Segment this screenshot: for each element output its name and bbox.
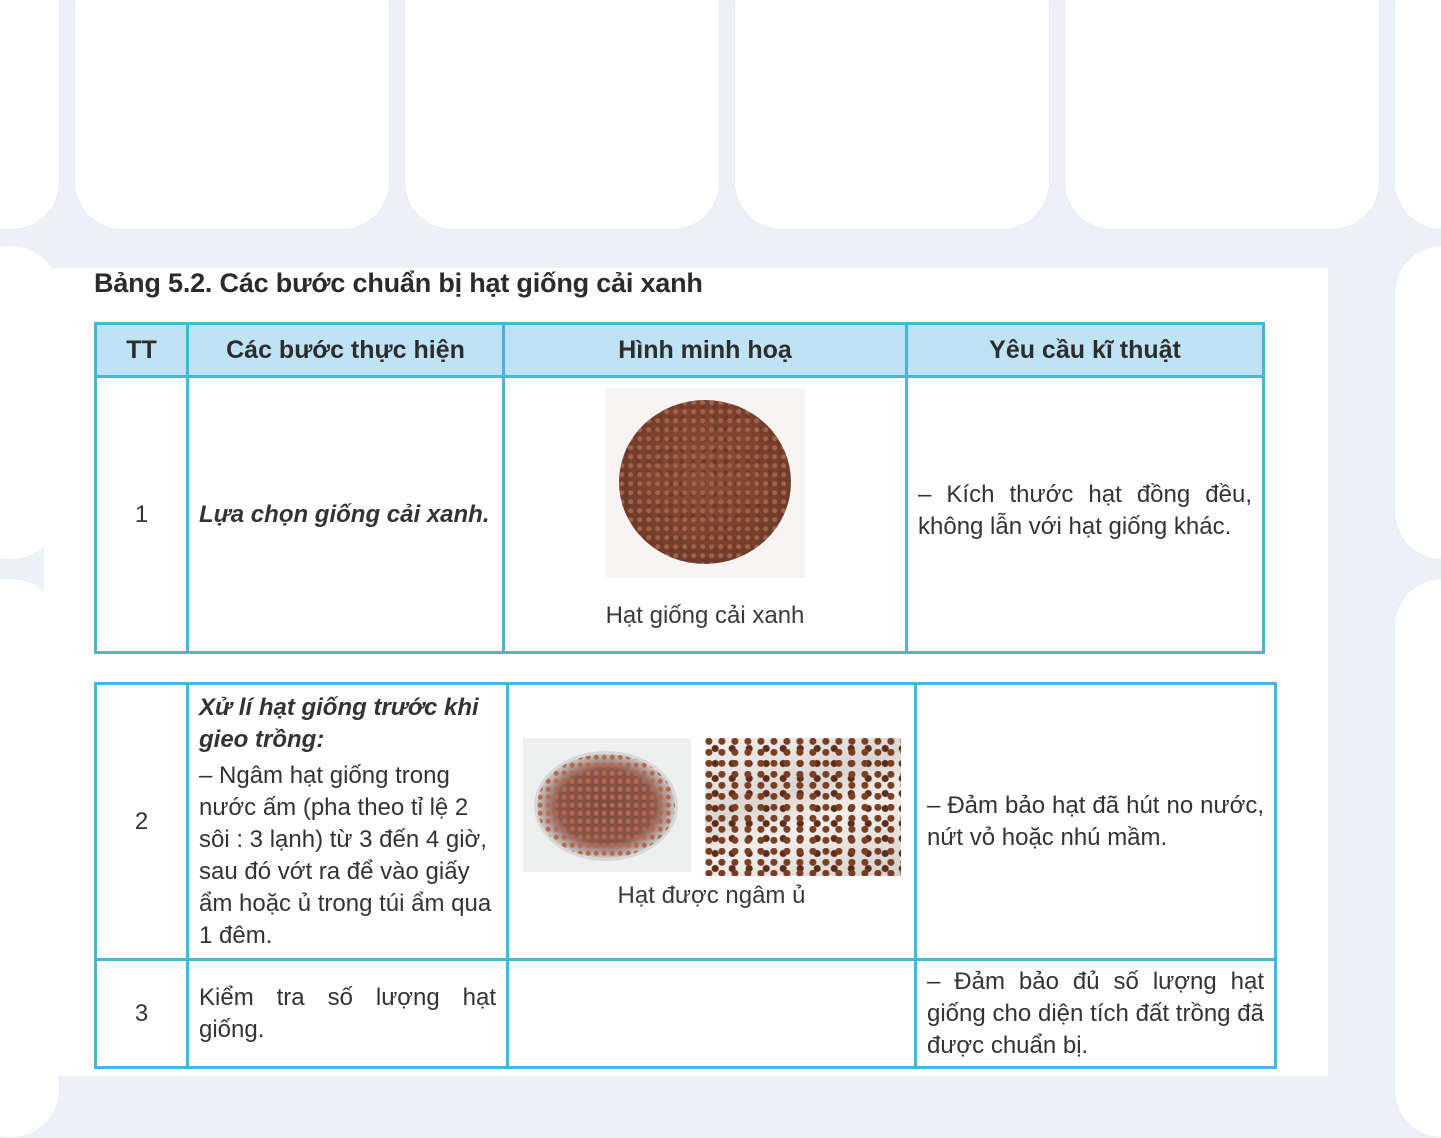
- table-part-1: [94, 322, 1265, 654]
- table-row: [96, 960, 1276, 1068]
- illustration-cell: [508, 684, 916, 960]
- header-requirements: Yêu cầu kĩ thuật: [907, 324, 1264, 377]
- mustard-seed-pile-image: [605, 388, 805, 578]
- step-cell: [188, 684, 508, 960]
- photo-row: [509, 738, 914, 876]
- illustration-cell: [504, 377, 907, 653]
- header-illustration: Hình minh hoạ: [504, 324, 907, 377]
- table-header-row: [96, 324, 1264, 377]
- requirement-cell: – Đảm bảo hạt đã hút no nước, nứt vỏ hoặc nhú mầm.: [916, 684, 1276, 960]
- table-part-2: [94, 682, 1277, 1069]
- soaked-seeds-image: [705, 738, 901, 876]
- table-row: [96, 377, 1264, 653]
- table-row: [96, 684, 1276, 960]
- row-number: 2: [96, 684, 188, 960]
- requirement-cell: – Kích thước hạt đồng đều, không lẫn với hạt giống khác.: [907, 377, 1264, 653]
- step-description: – Ngâm hạt giống trong nước ấm (pha theo tỉ lệ 2 sôi : 3 lạnh) từ 3 đến 4 giờ, sau đó vớt ra để vào giấy ẩm hoặc ủ trong túi ẩm qua 1 đêm.: [199, 761, 492, 949]
- image-caption: Hạt được ngâm ủ: [617, 881, 806, 909]
- soaking-bowl-image: [523, 738, 691, 872]
- row-number: 3: [96, 960, 188, 1068]
- step-cell: Kiểm tra số lượng hạt giống.: [188, 960, 508, 1068]
- illustration-cell: [508, 960, 916, 1068]
- step-title: Lựa chọn giống cải xanh.: [199, 500, 490, 528]
- table-caption: Bảng 5.2. Các bước chuẩn bị hạt giống cải xanh: [94, 268, 703, 298]
- step-cell: [188, 377, 504, 653]
- header-tt: TT: [96, 324, 188, 377]
- requirement-cell: – Đảm bảo đủ số lượng hạt giống cho diện tích đất trồng đã được chuẩn bị.: [916, 960, 1276, 1068]
- step-title: Xử lí hạt giống trước khi gieo trồng:: [199, 693, 479, 753]
- row-number: 1: [96, 377, 188, 653]
- image-caption: Hạt giống cải xanh: [605, 602, 805, 629]
- header-steps: Các bước thực hiện: [188, 324, 504, 377]
